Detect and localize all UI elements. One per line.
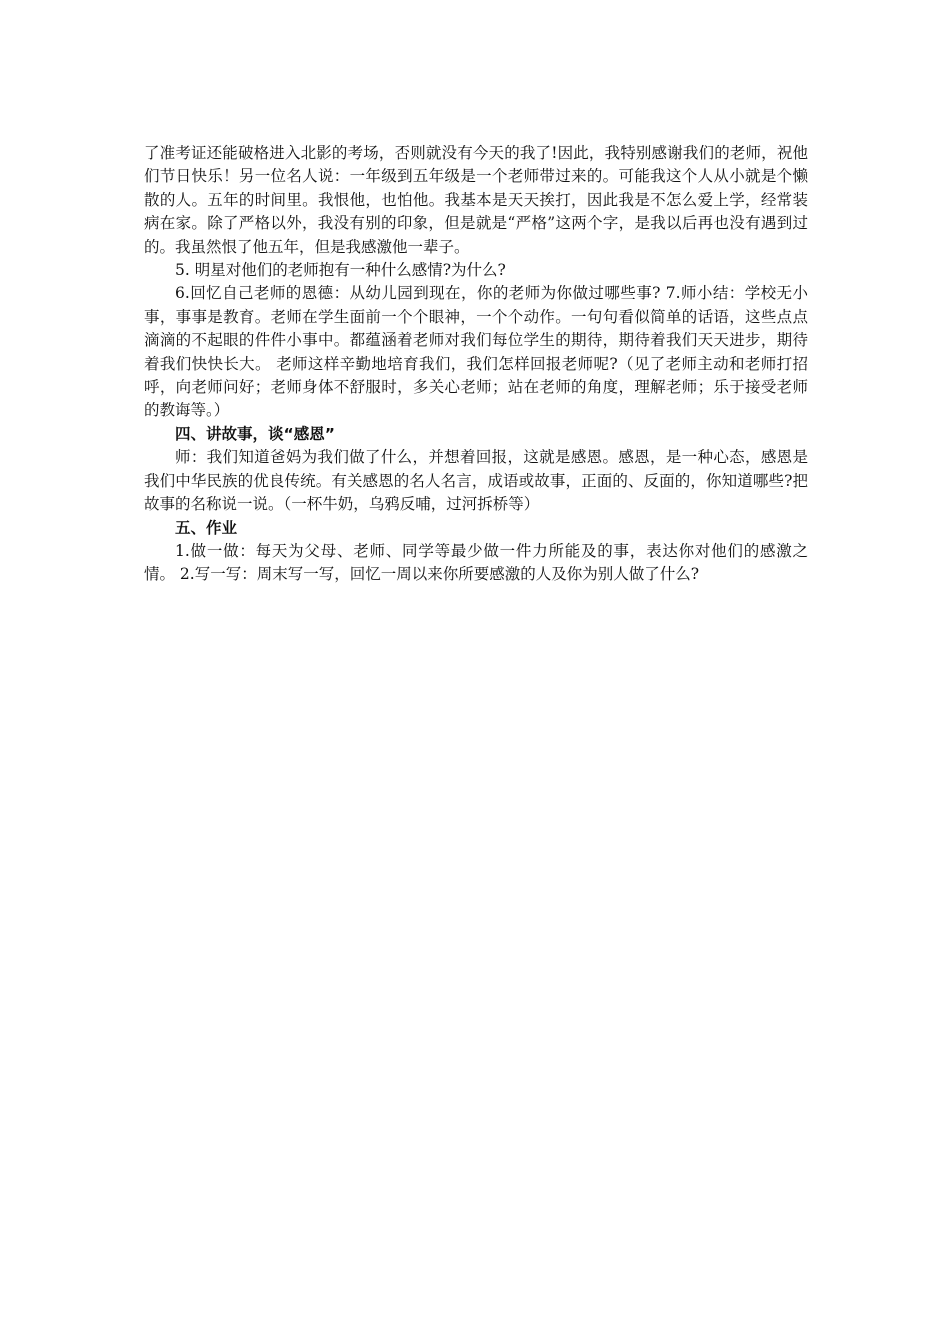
section-heading-homework: 五、作业 (175, 518, 238, 537)
document-page (144, 142, 808, 587)
section-heading-story: 四、讲故事，谈“感恩” (175, 424, 335, 443)
question-6-and-summary: 6.回忆自己老师的恩德：从幼儿园到现在，你的老师为你做过哪些事? 7.师小结：学校无小事，事事是教育。老师在学生面前一个个眼神，一个个动作。一句句看似简单的话语，这些点点滴滴的不起眼的件件小事中。都蕴涵着老师对我们每位学生的期待，期待着我们天天进步，期待着我们快快长大。 老师这样辛勤地培育我们，我们怎样回报老师呢?（见了老师主动和老师打招呼，向老师问好；老师身体不舒服时，多关心老师；站在老师的角度，理解老师；乐于接受老师的教诲等。） (144, 284, 808, 420)
question-5: 5. 明星对他们的老师抱有一种什么感情?为什么? (175, 261, 506, 280)
paragraph-homework: 1.做一做：每天为父母、老师、同学等最少做一件力所能及的事，表达你对他们的感激之情。 2.写一写：周末写一写，回忆一周以来你所要感激的人及你为别人做了什么? (144, 541, 808, 584)
paragraph-gratitude: 师：我们知道爸妈为我们做了什么，并想着回报，这就是感恩。感恩，是一种心态，感恩是我们中华民族的优良传统。有关感恩的名人名言，成语或故事，正面的、反面的，你知道哪些?把故事的名称说一说。（一杯牛奶，乌鸦反哺，过河拆桥等） (144, 448, 808, 514)
paragraph-continuation: 了准考证还能破格进入北影的考场，否则就没有今天的我了!因此，我特别感谢我们的老师，祝他们节日快乐！另一位名人说：一年级到五年级是一个老师带过来的。可能我这个人从小就是个懒散的人。五年的时间里。我恨他，也怕他。我基本是天天挨打，因此我是不怎么爱上学，经常装病在家。除了严格以外，我没有别的印象，但是就是“严格”这两个字，是我以后再也没有遇到过的。我虽然恨了他五年，但是我感激他一辈子。 (144, 144, 808, 256)
